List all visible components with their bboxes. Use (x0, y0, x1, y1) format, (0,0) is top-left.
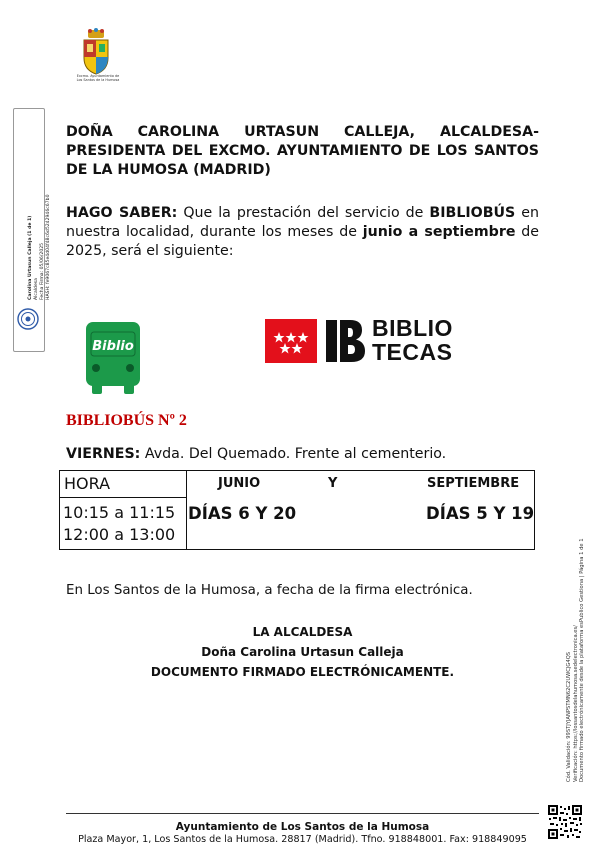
verification-line: Documento firmado electrónicamente desde la plataforma esPublico Gestiona | Página 1 de 1 (579, 538, 586, 782)
place-date-line: En Los Santos de la Humosa, a fecha de la firma electrónica. (66, 583, 473, 598)
bus-logo-label: Biblio (92, 339, 134, 354)
bibliotecas-word-1: BIBLIO (372, 315, 453, 341)
months-range: junio a septiembre (362, 224, 516, 240)
signer-role: LA ALCALDESA (252, 625, 353, 639)
footer-organization: Ayuntamiento de Los Santos de la Humosa (175, 821, 430, 833)
bibliotecas-wordmark (372, 316, 453, 364)
times-cell (59, 498, 187, 550)
service-name: BIBLIOBÚS (429, 205, 516, 221)
signature-note: DOCUMENTO FIRMADO ELECTRÓNICAMENTE. (150, 665, 455, 679)
bibliotecas-word-2: TECAS (372, 339, 453, 365)
verification-line: Cód. Validación: 99STJYJANPSTMN62C2UWCJG4QS (566, 651, 572, 782)
hora-header-cell: HORA (59, 470, 187, 498)
qr-code-icon[interactable] (547, 804, 583, 840)
route-title: BIBLIOBÚS Nº 2 (66, 412, 187, 429)
footer-rule (66, 813, 539, 814)
verification-text (566, 538, 586, 782)
signature-line: HASH: fe9067c85e4d04f48c6d5242946c67b0 (46, 194, 51, 300)
comunidad-madrid-flag-icon (265, 319, 317, 363)
month-header-september: SEPTIEMBRE (427, 476, 520, 491)
time-slot: 10:15 a 11:15 (63, 503, 176, 522)
intro-text: Que la prestación del servicio de (177, 205, 430, 221)
signature-line: Alcaldesa (34, 278, 39, 300)
verification-line: Verificación: https://lossantosdelahumosa.sedelectronica.es/ (572, 625, 579, 782)
signer-name: Doña Carolina Urtasun Calleja (201, 645, 404, 659)
footer-address: Plaza Mayor, 1, Los Santos de la Humosa. 28817 (Madrid). Tfno. 918848001. Fax: 918849095 (78, 834, 527, 845)
time-slot: 12:00 a 13:00 (63, 525, 176, 544)
month-header-june: JUNIO (218, 476, 261, 491)
intro-lead: HAGO SABER: (66, 205, 178, 221)
month-joiner: Y (328, 476, 338, 491)
intro-paragraph (66, 204, 539, 261)
intro-text: en nuestra localidad, durante los meses de (66, 205, 539, 240)
document-heading: DOÑA CAROLINA URTASUN CALLEJA, ALCALDESA-PRESIDENTA DEL EXCMO. AYUNTAMIENTO DE LOS SANTOS DE LA HUMOSA (MADRID) (66, 124, 539, 178)
stop-location: Avda. Del Quemado. Frente al cementerio. (140, 446, 447, 462)
bibliotecas-b-icon (326, 318, 366, 364)
september-days: DÍAS 5 Y 19 (426, 504, 535, 523)
signature-stamp-text (28, 110, 52, 300)
seal-icon (17, 308, 39, 330)
signature-line: Carolina Urtasun Calleja (1 de 1) (28, 215, 33, 300)
crest-caption: Excmo. Ayuntamiento de Los Santos de la Humosa (76, 74, 120, 82)
stop-line (66, 446, 446, 462)
bibliobus-logo-icon (86, 322, 140, 394)
signature-line: Fecha Firma: 05/06/2025 (40, 242, 45, 300)
intro-text: de 2025, será el siguiente: (66, 224, 539, 259)
june-days: DÍAS 6 Y 20 (188, 504, 297, 523)
stop-day: VIERNES: (66, 446, 141, 462)
